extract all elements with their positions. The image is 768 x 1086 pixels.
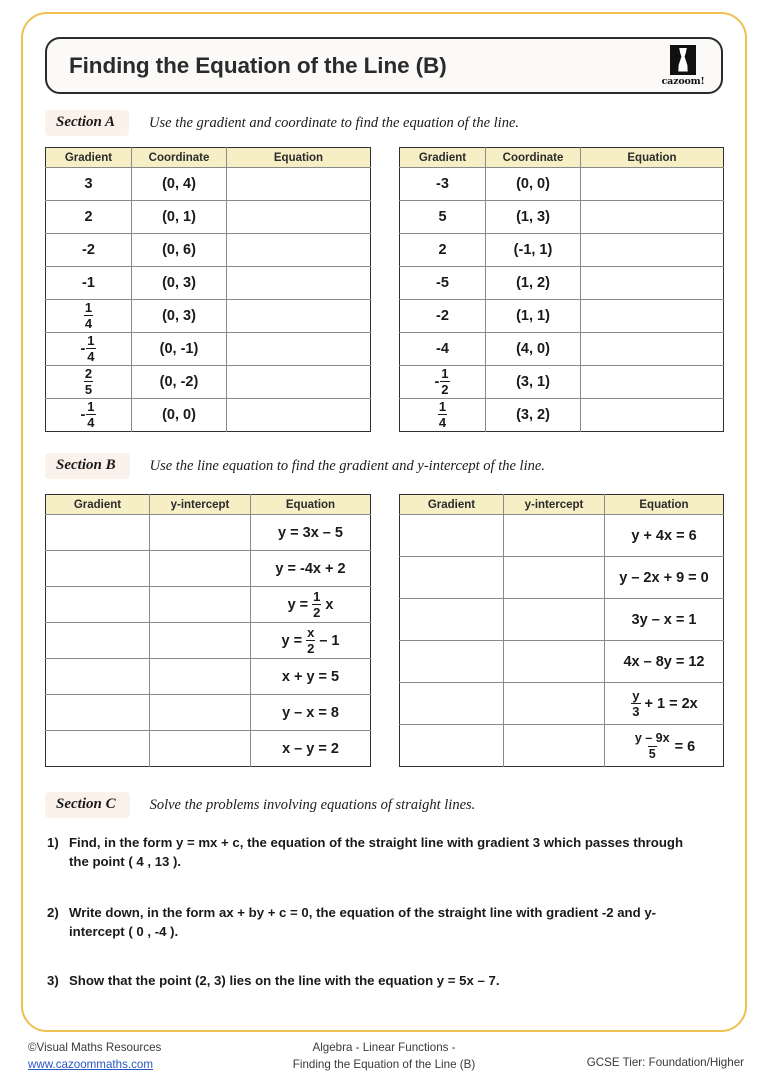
section-b-description: Use the line equation to find the gradient and y-intercept of the line. (149, 457, 545, 474)
cell-coordinate: (1, 1) (486, 300, 581, 333)
cell-equation: x + y = 5 (251, 659, 371, 695)
cell-coordinate: (1, 2) (486, 267, 581, 300)
cell-coordinate: (0, 1) (132, 201, 227, 234)
answer-cell[interactable] (581, 300, 724, 333)
problem-text: Write down, in the form ax + by + c = 0, the equation of the straight line with gradient -2 and y-intercept ( 0 , -4 ). (69, 905, 657, 939)
answer-cell[interactable] (46, 695, 150, 731)
cell-gradient: - $\frac{1}{4}$ (46, 333, 132, 366)
table-row (46, 695, 371, 731)
table-row (400, 168, 724, 201)
table-row (400, 366, 724, 399)
cell-gradient: $\frac{2}{5}$ (46, 366, 132, 399)
column-header-y-intercept: y-intercept (150, 495, 251, 515)
vase-icon (677, 48, 690, 72)
table-row (46, 659, 371, 695)
table-row (400, 557, 724, 599)
table-row (46, 731, 371, 767)
column-header-equation: Equation (605, 495, 724, 515)
column-header-coordinate: Coordinate (132, 148, 227, 168)
table-row (400, 683, 724, 725)
table-header-row (46, 148, 371, 168)
answer-cell[interactable] (150, 551, 251, 587)
table-row (400, 234, 724, 267)
table-row (400, 599, 724, 641)
table-body (46, 515, 371, 767)
cell-equation: y = -4x + 2 (251, 551, 371, 587)
cazoom-wordmark: cazoom! (661, 75, 705, 87)
tier-text: GCSE Tier: Foundation/Higher (586, 1056, 744, 1069)
answer-cell[interactable] (400, 725, 504, 767)
answer-cell[interactable] (504, 683, 605, 725)
cell-gradient: -2 (400, 300, 486, 333)
page-title: Finding the Equation of the Line (B) (69, 52, 447, 78)
answer-cell[interactable] (150, 731, 251, 767)
table-row (46, 201, 371, 234)
cell-coordinate: (4, 0) (486, 333, 581, 366)
answer-cell[interactable] (581, 399, 724, 432)
table-row (46, 587, 371, 623)
section-a-left-table (45, 147, 371, 432)
column-header-gradient: Gradient (46, 148, 132, 168)
cell-equation: y + 4x = 6 (605, 515, 724, 557)
cell-coordinate: (0, 3) (132, 267, 227, 300)
problem-item (47, 834, 694, 871)
answer-cell[interactable] (581, 366, 724, 399)
problem-number: 2) (47, 905, 59, 920)
section-b-right-table (399, 494, 724, 767)
answer-cell[interactable] (400, 683, 504, 725)
answer-cell[interactable] (400, 641, 504, 683)
section-a-right-table (399, 147, 724, 432)
answer-cell[interactable] (227, 168, 371, 201)
answer-cell[interactable] (504, 641, 605, 683)
table-row (46, 267, 371, 300)
cell-coordinate: (0, 0) (132, 399, 227, 432)
copyright-text: ©Visual Maths Resources (28, 1041, 162, 1054)
cell-coordinate: (3, 2) (486, 399, 581, 432)
cell-coordinate: (0, 3) (132, 300, 227, 333)
answer-cell[interactable] (581, 267, 724, 300)
column-header-equation: Equation (227, 148, 371, 168)
cell-coordinate: (0, -1) (132, 333, 227, 366)
section-a-heading (45, 109, 519, 137)
answer-cell[interactable] (150, 659, 251, 695)
table-header-row (400, 495, 724, 515)
problem-item (47, 904, 694, 941)
cell-gradient: 3 (46, 168, 132, 201)
cell-coordinate: (1, 3) (486, 201, 581, 234)
cell-equation: y = $\frac{x}{2}$ – 1 (251, 623, 371, 659)
answer-cell[interactable] (150, 695, 251, 731)
answer-cell[interactable] (46, 623, 150, 659)
cell-coordinate: (0, 0) (486, 168, 581, 201)
table-row (46, 234, 371, 267)
topic-line-2: Finding the Equation of the Line (B) (292, 1057, 476, 1071)
cell-gradient: - $\frac{1}{2}$ (400, 366, 486, 399)
cazoom-mark-icon (670, 45, 696, 75)
cell-gradient: 5 (400, 201, 486, 234)
problem-item (47, 972, 694, 991)
answer-cell[interactable] (581, 333, 724, 366)
table-row (46, 168, 371, 201)
answer-cell[interactable] (227, 267, 371, 300)
table-row (46, 333, 371, 366)
section-b-label: Section B (45, 453, 130, 479)
answer-cell[interactable] (400, 599, 504, 641)
cell-gradient: $\frac{1}{4}$ (400, 399, 486, 432)
answer-cell[interactable] (581, 201, 724, 234)
answer-cell[interactable] (504, 599, 605, 641)
table-body (400, 515, 724, 767)
problem-number: 1) (47, 835, 59, 850)
column-header-coordinate: Coordinate (486, 148, 581, 168)
cell-equation: $\frac{y - 9x}{5}$ = 6 (605, 725, 724, 767)
table-row (400, 399, 724, 432)
table-body (46, 168, 371, 432)
cell-equation: y = $\frac{1}{2}$ x (251, 587, 371, 623)
answer-cell[interactable] (46, 515, 150, 551)
cell-coordinate: (0, -2) (132, 366, 227, 399)
section-b-heading (45, 452, 545, 480)
answer-cell[interactable] (150, 515, 251, 551)
answer-cell[interactable] (46, 551, 150, 587)
answer-cell[interactable] (504, 515, 605, 557)
cell-gradient: -3 (400, 168, 486, 201)
worksheet-title-bar (45, 37, 723, 94)
answer-cell[interactable] (400, 557, 504, 599)
answer-cell[interactable] (150, 587, 251, 623)
column-header-y-intercept: y-intercept (504, 495, 605, 515)
answer-cell[interactable] (150, 623, 251, 659)
table-row (400, 267, 724, 300)
table-row (400, 725, 724, 767)
cell-equation: 4x – 8y = 12 (605, 641, 724, 683)
answer-cell[interactable] (46, 731, 150, 767)
table-row (400, 641, 724, 683)
answer-cell[interactable] (227, 300, 371, 333)
table-header-row (46, 495, 371, 515)
table-row (46, 623, 371, 659)
table-header-row (400, 148, 724, 168)
answer-cell[interactable] (504, 725, 605, 767)
cell-coordinate: (3, 1) (486, 366, 581, 399)
section-b-left-table (45, 494, 371, 767)
cell-equation: $\frac{y}{3}$ + 1 = 2x (605, 683, 724, 725)
problem-text: Show that the point (2, 3) lies on the line with the equation y = 5x – 7. (69, 973, 500, 988)
table-row (400, 201, 724, 234)
section-c-label: Section C (45, 792, 130, 818)
table-row (46, 551, 371, 587)
column-header-gradient: Gradient (400, 495, 504, 515)
answer-cell[interactable] (227, 234, 371, 267)
column-header-gradient: Gradient (400, 148, 486, 168)
topic-line-1: Algebra - Linear Functions - (312, 1041, 456, 1054)
cell-gradient: -4 (400, 333, 486, 366)
cell-coordinate: (0, 4) (132, 168, 227, 201)
cell-gradient: -5 (400, 267, 486, 300)
section-c-description: Solve the problems involving equations of straight lines. (149, 796, 476, 813)
column-header-gradient: Gradient (46, 495, 150, 515)
answer-cell[interactable] (581, 234, 724, 267)
answer-cell[interactable] (227, 201, 371, 234)
cell-gradient: 2 (400, 234, 486, 267)
answer-cell[interactable] (581, 168, 724, 201)
answer-cell[interactable] (227, 366, 371, 399)
cell-gradient: $\frac{1}{4}$ (46, 300, 132, 333)
cazoom-website-link[interactable]: www.cazoommaths.com (28, 1057, 153, 1071)
table-row (46, 366, 371, 399)
table-row (400, 300, 724, 333)
cell-equation: x – y = 2 (251, 731, 371, 767)
table-row (46, 300, 371, 333)
cell-gradient: 2 (46, 201, 132, 234)
cell-equation: y – x = 8 (251, 695, 371, 731)
cell-coordinate: (-1, 1) (486, 234, 581, 267)
answer-cell[interactable] (227, 399, 371, 432)
cell-equation: 3y – x = 1 (605, 599, 724, 641)
cell-gradient: - $\frac{1}{4}$ (46, 399, 132, 432)
cell-gradient: -2 (46, 234, 132, 267)
answer-cell[interactable] (504, 557, 605, 599)
table-row (400, 515, 724, 557)
column-header-equation: Equation (581, 148, 724, 168)
table-row (46, 399, 371, 432)
table-row (400, 333, 724, 366)
cazoom-logo (659, 42, 707, 90)
section-a-label: Section A (45, 110, 129, 136)
answer-cell[interactable] (227, 333, 371, 366)
section-a-description: Use the gradient and coordinate to find the equation of the line. (149, 114, 520, 131)
problem-text: Find, in the form y = mx + c, the equation of the straight line with gradient 3 which passes through the point ( 4 , 13 ). (69, 835, 684, 869)
answer-cell[interactable] (46, 587, 150, 623)
answer-cell[interactable] (46, 659, 150, 695)
cell-coordinate: (0, 6) (132, 234, 227, 267)
table-body (400, 168, 724, 432)
cell-gradient: -1 (46, 267, 132, 300)
problem-number: 3) (47, 973, 59, 988)
table-row (46, 515, 371, 551)
column-header-equation: Equation (251, 495, 371, 515)
section-c-heading (45, 791, 475, 819)
cell-equation: y – 2x + 9 = 0 (605, 557, 724, 599)
cell-equation: y = 3x – 5 (251, 515, 371, 551)
answer-cell[interactable] (400, 515, 504, 557)
